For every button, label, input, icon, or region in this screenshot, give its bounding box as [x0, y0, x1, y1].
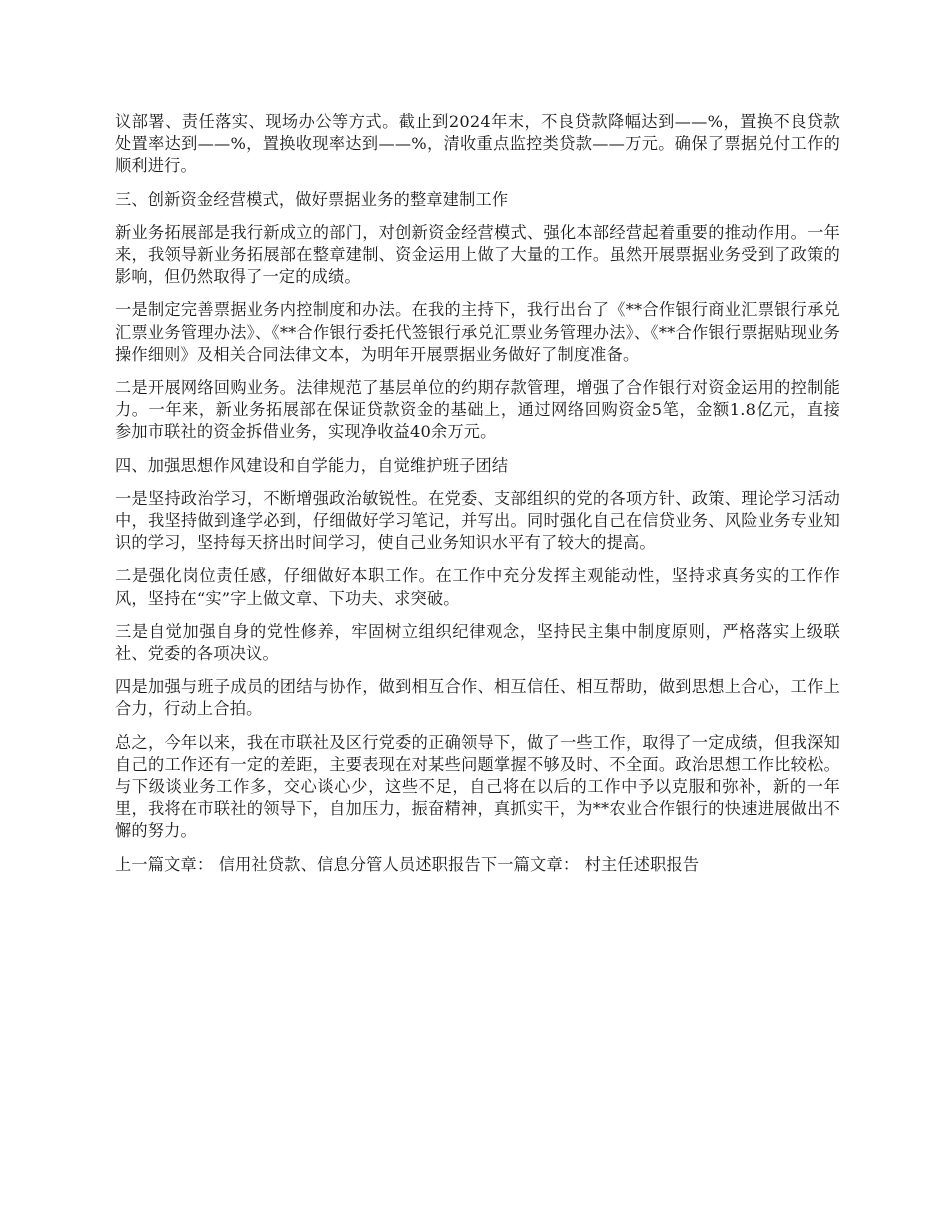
paragraph: 一是制定完善票据业务内控制度和办法。在我的主持下，我行出台了《**合作银行商业汇票银行承兑汇票业务管理办法》、《**合作银行委托代签银行承兑汇票业务管理办法》、《**合作银行票据贴现业务操作细则》及相关合同法律文本，为明年开展票据业务做好了制度准备。 — [115, 300, 840, 364]
section-heading: 三、创新资金经营模式，做好票据业务的整章建制工作 — [115, 189, 509, 209]
paragraph: 新业务拓展部是我行新成立的部门，对创新资金经营模式、强化本部经营起着重要的推动作用。一年来，我领导新业务拓展部在整章建制、资金运用上做了大量的工作。虽然开展票据业务受到了政策的影响，但仍然取得了一定的成绩。 — [115, 222, 840, 287]
next-article-label: 下一篇文章： — [480, 854, 580, 874]
paragraph: 议部署、责任落实、现场办公等方式。截止到2024年末，不良贷款降幅达到——%，置换不良贷款处置率达到——%，置换收现率达到——%，清收重点监控类贷款——万元。确保了票据兑付工作的顺利进行。 — [115, 112, 840, 176]
paragraph: 总之，今年以来，我在市联社及区行党委的正确领导下，做了一些工作，取得了一定成绩，但我深知自己的工作还有一定的差距，主要表现在对某些问题掌握不够及时、不全面。政治思想工作比较松。与下级谈业务工作多，交心谈心少，这些不足，自己将在以后的工作中予以克服和弥补，新的一年里，我将在市联社的领导下，自加压力，振奋精神，真抓实干，为**农业合作银行的快速进展做出不懈的努力。 — [115, 732, 840, 841]
next-article-link[interactable]: 村主任述职报告 — [584, 854, 700, 874]
paragraph: 四是加强与班子成员的团结与协作，做到相互合作、相互信任、相互帮助，做到思想上合心，工作上合力，行动上合拍。 — [115, 677, 840, 719]
article-body — [115, 111, 840, 887]
paragraph: 二是强化岗位责任感，仔细做好本职工作。在工作中充分发挥主观能动性，坚持求真务实的工作作风，坚持在“实”字上做文章、下功夫、求突破。 — [115, 566, 840, 608]
paragraph: 三是自觉加强自身的党性修养，牢固树立组织纪律观念，坚持民主集中制度原则，严格落实上级联社、党委的各项决议。 — [115, 621, 840, 664]
paragraph: 二是开展网络回购业务。法律规范了基层单位的约期存款管理，增强了合作银行对资金运用的控制能力。一年来，新业务拓展部在保证贷款资金的基础上，通过网络回购资金5笔，金额1.8亿元，直接参加市联社的资金拆借业务，实现净收益40余万元。 — [115, 378, 840, 442]
prev-article-label: 上一篇文章： — [115, 854, 214, 874]
paragraph: 一是坚持政治学习，不断增强政治敏锐性。在党委、支部组织的党的各项方针、政策、理论学习活动中，我坚持做到逢学必到，仔细做好学习笔记，并写出。同时强化自己在信贷业务、风险业务专业知识的学习，坚持每天挤出时间学习，使自己业务知识水平有了较大的提高。 — [115, 488, 840, 553]
article-navigation — [115, 854, 840, 876]
section-heading: 四、加强思想作风建设和自学能力，自觉维护班子团结 — [115, 455, 509, 475]
prev-article-link[interactable]: 信用社贷款、信息分管人员述职报告 — [218, 854, 481, 874]
